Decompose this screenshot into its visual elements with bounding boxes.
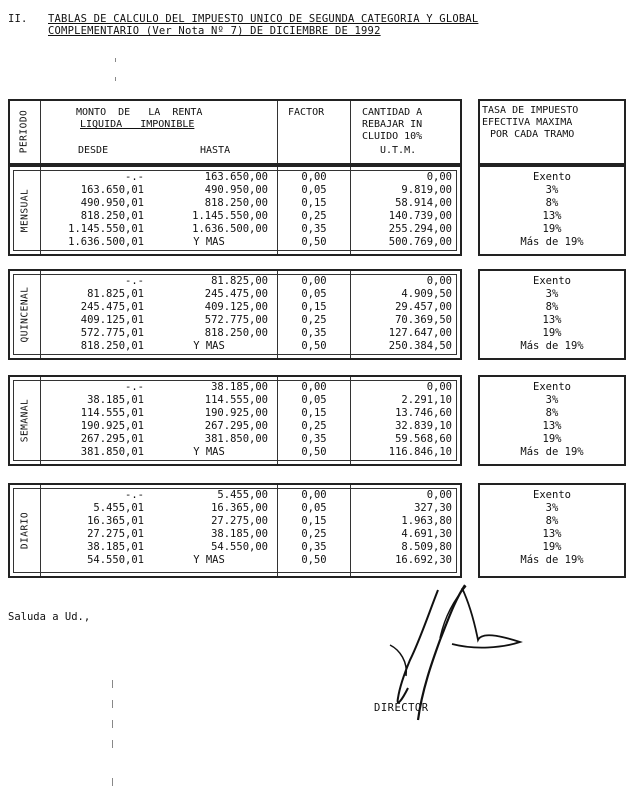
cell-tasa: 8% xyxy=(545,407,559,419)
scan-mark xyxy=(112,778,113,786)
cell-factor: 0,00 xyxy=(301,489,327,501)
cell-tasa: Exento xyxy=(533,171,571,183)
cell-factor: 0,05 xyxy=(301,394,327,406)
cell-cantidad: 4.909,50 xyxy=(401,288,452,300)
cell-hasta: 572.775,00 xyxy=(204,314,268,326)
cell-hasta: 818.250,00 xyxy=(204,197,268,209)
cell-factor: 0,35 xyxy=(301,541,327,553)
table-header-tasa xyxy=(478,99,626,165)
signature-mark xyxy=(370,580,540,750)
scan-mark xyxy=(112,740,113,748)
period-label: QUINCENAL xyxy=(19,286,31,342)
cell-cantidad: 327,30 xyxy=(414,502,452,514)
cell-desde: 381.850,01 xyxy=(80,446,144,458)
header-cantidad-line4: U.T.M. xyxy=(380,145,417,156)
cell-cantidad: 32.839,10 xyxy=(395,420,452,432)
cell-factor: 0,35 xyxy=(301,433,327,445)
cell-desde: 409.125,01 xyxy=(80,314,144,326)
cell-tasa: Exento xyxy=(533,381,571,393)
closing-greeting: Saluda a Ud., xyxy=(8,611,91,623)
cell-cantidad: 8.509,80 xyxy=(401,541,452,553)
cell-desde: 245.475,01 xyxy=(80,301,144,313)
cell-hasta: Y MAS xyxy=(193,340,225,352)
cell-tasa: 8% xyxy=(545,515,559,527)
cell-desde: 267.295,01 xyxy=(80,433,144,445)
cell-factor: 0,15 xyxy=(301,197,327,209)
heading-line-1: TABLAS DE CALCULO DEL IMPUESTO UNICO DE SEGUNDA CATEGORIA Y GLOBAL xyxy=(48,13,479,25)
header-desde: DESDE xyxy=(78,145,109,156)
cell-factor: 0,05 xyxy=(301,288,327,300)
cell-cantidad: 0,00 xyxy=(426,489,452,501)
cell-factor: 0,50 xyxy=(301,446,327,458)
heading-line-2: COMPLEMENTARIO (Ver Nota Nº 7) DE DICIEMBRE DE 1992 xyxy=(48,25,381,37)
cell-tasa: Más de 19% xyxy=(520,446,584,458)
table-quincenal xyxy=(8,269,462,360)
cell-desde: -.- xyxy=(125,489,144,501)
cell-desde: 163.650,01 xyxy=(80,184,144,196)
cell-factor: 0,00 xyxy=(301,381,327,393)
cell-hasta: 1.145.550,00 xyxy=(192,210,268,222)
scan-mark xyxy=(112,680,113,688)
cell-hasta: 16.365,00 xyxy=(211,502,268,514)
table-header-main xyxy=(8,99,462,165)
cell-tasa: 19% xyxy=(542,541,562,553)
cell-factor: 0,00 xyxy=(301,171,327,183)
cell-tasa: 8% xyxy=(545,197,559,209)
cell-desde: -.- xyxy=(125,171,144,183)
cell-hasta: Y MAS xyxy=(193,554,225,566)
cell-factor: 0,25 xyxy=(301,314,327,326)
cell-tasa: Más de 19% xyxy=(520,340,584,352)
cell-cantidad: 70.369,50 xyxy=(395,314,452,326)
cell-factor: 0,00 xyxy=(301,275,327,287)
cell-desde: 818.250,01 xyxy=(80,210,144,222)
cell-cantidad: 13.746,60 xyxy=(395,407,452,419)
cell-tasa: Exento xyxy=(533,489,571,501)
table-semanal xyxy=(8,375,462,466)
cell-factor: 0,50 xyxy=(301,340,327,352)
cell-factor: 0,05 xyxy=(301,502,327,514)
cell-cantidad: 58.914,00 xyxy=(395,197,452,209)
cell-tasa: 13% xyxy=(542,528,562,540)
header-tasa-line2: EFECTIVA MAXIMA xyxy=(482,117,573,128)
cell-cantidad: 0,00 xyxy=(426,275,452,287)
header-cantidad-line2: REBAJAR IN xyxy=(362,119,423,130)
cell-factor: 0,25 xyxy=(301,528,327,540)
cell-cantidad: 500.769,00 xyxy=(388,236,452,248)
cell-factor: 0,35 xyxy=(301,223,327,235)
cell-tasa: Más de 19% xyxy=(520,554,584,566)
cell-tasa: Más de 19% xyxy=(520,236,584,248)
cell-hasta: 5.455,00 xyxy=(217,489,268,501)
cell-tasa: 3% xyxy=(545,288,559,300)
cell-hasta: 81.825,00 xyxy=(211,275,268,287)
cell-desde: 5.455,01 xyxy=(93,502,144,514)
cell-desde: 572.775,01 xyxy=(80,327,144,339)
cell-factor: 0,15 xyxy=(301,515,327,527)
cell-desde: 1.636.500,01 xyxy=(68,236,144,248)
cell-hasta: Y MAS xyxy=(193,236,225,248)
cell-hasta: 818.250,00 xyxy=(204,327,268,339)
cell-tasa: Exento xyxy=(533,275,571,287)
cell-desde: 27.275,01 xyxy=(87,528,144,540)
cell-hasta: 27.275,00 xyxy=(211,515,268,527)
cell-factor: 0,50 xyxy=(301,236,327,248)
cell-factor: 0,05 xyxy=(301,184,327,196)
cell-factor: 0,25 xyxy=(301,210,327,222)
scan-mark xyxy=(115,58,116,62)
cell-desde: 38.185,01 xyxy=(87,394,144,406)
cell-cantidad: 59.568,60 xyxy=(395,433,452,445)
cell-hasta: 38.185,00 xyxy=(211,381,268,393)
cell-desde: 1.145.550,01 xyxy=(68,223,144,235)
cell-hasta: 1.636.500,00 xyxy=(192,223,268,235)
header-monto-line1: MONTO DE LA RENTA xyxy=(76,107,203,118)
cell-cantidad: 140.739,00 xyxy=(388,210,452,222)
scan-mark xyxy=(112,720,113,728)
cell-hasta: 267.295,00 xyxy=(204,420,268,432)
table-diario xyxy=(8,483,462,578)
header-periodo: PERIODO xyxy=(18,109,30,154)
cell-factor: 0,15 xyxy=(301,301,327,313)
cell-tasa: 13% xyxy=(542,210,562,222)
cell-hasta: 54.550,00 xyxy=(211,541,268,553)
section-number: II. xyxy=(8,13,28,25)
tasa-mensual xyxy=(478,165,626,256)
cell-hasta: Y MAS xyxy=(193,446,225,458)
period-label: MENSUAL xyxy=(19,188,31,232)
cell-hasta: 490.950,00 xyxy=(204,184,268,196)
table-mensual xyxy=(8,165,462,256)
cell-hasta: 381.850,00 xyxy=(204,433,268,445)
cell-desde: 16.365,01 xyxy=(87,515,144,527)
cell-desde: 38.185,01 xyxy=(87,541,144,553)
cell-tasa: 19% xyxy=(542,327,562,339)
document-heading xyxy=(8,13,479,61)
cell-desde: 54.550,01 xyxy=(87,554,144,566)
header-cantidad-line3: CLUIDO 10% xyxy=(362,131,423,142)
cell-cantidad: 2.291,10 xyxy=(401,394,452,406)
cell-tasa: 19% xyxy=(542,433,562,445)
tasa-quincenal xyxy=(478,269,626,360)
cell-desde: -.- xyxy=(125,275,144,287)
header-hasta: HASTA xyxy=(200,145,231,156)
cell-desde: 490.950,01 xyxy=(80,197,144,209)
scan-mark xyxy=(112,700,113,708)
cell-desde: 818.250,01 xyxy=(80,340,144,352)
cell-factor: 0,15 xyxy=(301,407,327,419)
cell-tasa: 13% xyxy=(542,420,562,432)
period-label: SEMANAL xyxy=(19,398,31,442)
cell-hasta: 409.125,00 xyxy=(204,301,268,313)
tasa-semanal xyxy=(478,375,626,466)
cell-tasa: 13% xyxy=(542,314,562,326)
cell-hasta: 245.475,00 xyxy=(204,288,268,300)
cell-hasta: 190.925,00 xyxy=(204,407,268,419)
header-tasa-line3: POR CADA TRAMO xyxy=(490,129,575,140)
cell-cantidad: 1.963,80 xyxy=(401,515,452,527)
cell-cantidad: 4.691,30 xyxy=(401,528,452,540)
cell-cantidad: 0,00 xyxy=(426,171,452,183)
cell-hasta: 38.185,00 xyxy=(211,528,268,540)
cell-cantidad: 29.457,00 xyxy=(395,301,452,313)
cell-cantidad: 0,00 xyxy=(426,381,452,393)
cell-hasta: 163.650,00 xyxy=(204,171,268,183)
cell-factor: 0,35 xyxy=(301,327,327,339)
header-factor: FACTOR xyxy=(288,107,325,118)
cell-cantidad: 127.647,00 xyxy=(388,327,452,339)
cell-cantidad: 255.294,00 xyxy=(388,223,452,235)
cell-desde: 114.555,01 xyxy=(80,407,144,419)
cell-tasa: 3% xyxy=(545,502,559,514)
period-label: DIARIO xyxy=(19,511,31,549)
scan-mark xyxy=(115,77,116,81)
signature-title: DIRECTOR xyxy=(374,702,429,714)
cell-tasa: 19% xyxy=(542,223,562,235)
cell-tasa: 3% xyxy=(545,394,559,406)
cell-tasa: 3% xyxy=(545,184,559,196)
cell-hasta: 114.555,00 xyxy=(204,394,268,406)
tasa-diario xyxy=(478,483,626,578)
cell-desde: 81.825,01 xyxy=(87,288,144,300)
cell-cantidad: 16.692,30 xyxy=(395,554,452,566)
cell-factor: 0,25 xyxy=(301,420,327,432)
cell-cantidad: 116.846,10 xyxy=(388,446,452,458)
header-monto-line2: LIQUIDA IMPONIBLE xyxy=(80,119,195,130)
header-tasa-line1: TASA DE IMPUESTO xyxy=(482,105,579,116)
header-cantidad-line1: CANTIDAD A xyxy=(362,107,423,118)
cell-tasa: 8% xyxy=(545,301,559,313)
cell-factor: 0,50 xyxy=(301,554,327,566)
cell-desde: -.- xyxy=(125,381,144,393)
cell-desde: 190.925,01 xyxy=(80,420,144,432)
cell-cantidad: 250.384,50 xyxy=(388,340,452,352)
cell-cantidad: 9.819,00 xyxy=(401,184,452,196)
